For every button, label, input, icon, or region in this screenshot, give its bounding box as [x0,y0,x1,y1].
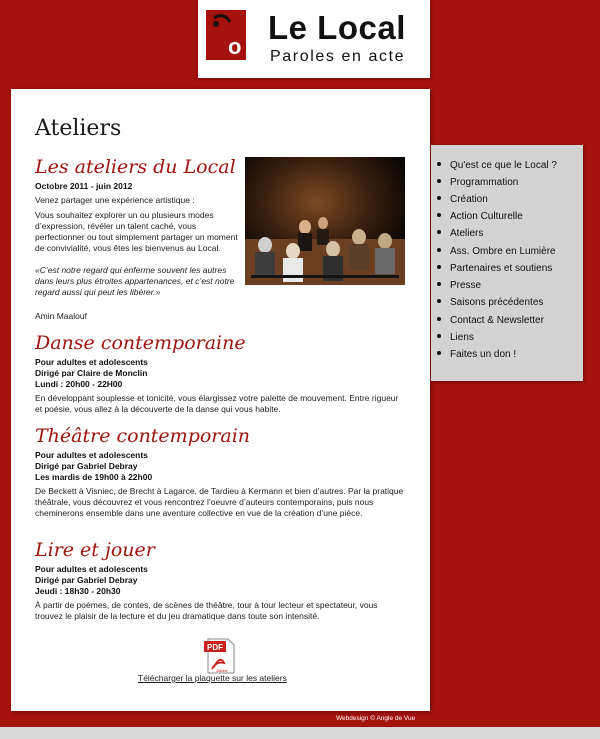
bottom-strip [0,727,600,739]
page-title: Ateliers [35,116,122,141]
danse-audience: Pour adultes et adolescents [35,357,148,367]
nav-item-liens[interactable] [437,331,474,345]
lire-description: À partir de poèmes, de contes, de scènes de théâtre, tour à tour lecteur et spectateur, vous trouvez le plaisir de la lecture et du jeu dramatique dans toute son intensité. [35,600,378,621]
bullet-icon [437,248,441,252]
nav-item-label: Action Culturelle [450,211,523,222]
nav-item-label: Faites un don ! [450,349,517,360]
nav-item-programmation[interactable] [437,176,518,190]
section-title-ateliers: Les ateliers du Local [35,156,236,178]
intro-lead: Venez partager une expérience artistique : [35,195,195,205]
nav-item-ombre-en-lumiere[interactable] [437,245,556,259]
nav-item-label: Ateliers [450,228,484,239]
bullet-icon [437,196,441,200]
nav-item-saisons-precedentes[interactable] [437,296,543,310]
bullet-icon [437,282,441,286]
nav-item-label: Saisons précédentes [450,297,544,308]
danse-description: En développant souplesse et tonicité, vous élargissez votre palette de mouvement. Entre rigueur et poésie, vous allez à la découverte de la danse qui vous habite. [35,393,399,414]
sidebar-nav [431,145,583,381]
section-dates: Octobre 2011 - juin 2012 [35,181,133,191]
footer-credits[interactable]: Webdesign © Angle de Vue [336,715,416,722]
nav-item-faites-un-don[interactable] [437,348,516,362]
section-title-theatre: Théâtre contemporain [35,425,251,447]
nav-item-presse[interactable] [437,279,481,293]
logo-tagline: Paroles en acte [270,48,406,65]
site-logo[interactable] [198,0,430,78]
logo-mark-letter: o [228,34,242,59]
nav-item-action-culturelle[interactable] [437,210,523,224]
workshop-photo [245,157,405,285]
logo-mark-icon [206,10,246,60]
lire-director: Dirigé par Gabriel Debray [35,575,138,585]
danse-director: Dirigé par Claire de Monclin [35,368,148,378]
bullet-icon [437,265,441,269]
pdf-icon[interactable] [202,637,238,675]
bullet-icon [437,230,441,234]
theatre-director: Dirigé par Gabriel Debray [35,461,138,471]
nav-item-label: Programmation [450,177,519,188]
nav-item-contact-newsletter[interactable] [437,314,544,328]
lire-audience: Pour adultes et adolescents [35,564,148,574]
nav-item-quest-ce-que[interactable] [437,159,557,173]
nav-item-ateliers[interactable] [437,227,483,241]
nav-item-creation[interactable] [437,193,488,207]
nav-item-label: Liens [450,332,474,343]
nav-item-label: Qu'est ce que le Local ? [450,160,557,171]
theatre-description: De Beckett à Visniec, de Brecht à Lagarce, de Tardieu à Kermann et bien d’autres. Par la pratique théâtrale, vous découvrez et vous rencontrez l’oeuvre d’auteurs contemporains, puis nous cheminerons ensemble dans une aventure collective en vue de la création d’une pièce. [35,486,404,518]
main-content [11,89,430,711]
pdf-icon-label: PDF [207,643,223,652]
nav-item-label: Contact & Newsletter [450,315,544,326]
nav-item-partenaires[interactable] [437,262,552,276]
bullet-icon [437,351,441,355]
download-brochure-link[interactable]: Télécharger la plaquette sur les ateliers [138,673,287,683]
bullet-icon [437,334,441,338]
bullet-icon [437,162,441,166]
theatre-schedule: Les mardis de 19h00 à 22h00 [35,472,153,482]
section-title-danse: Danse contemporaine [35,332,246,354]
lire-schedule: Jeudi : 18h30 - 20h30 [35,586,121,596]
nav-item-label: Ass. Ombre en Lumière [450,246,556,257]
bullet-icon [437,213,441,217]
section-title-lire: Lire et jouer [35,539,155,561]
danse-schedule: Lundi : 20h00 - 22H00 [35,379,123,389]
nav-item-label: Presse [450,280,482,291]
nav-item-label: Partenaires et soutiens [450,263,553,274]
quote-author: Amin Maalouf [35,311,87,321]
quote-text: «C’est notre regard qui enferme souvent les autres dans leurs plus étroites appartenances, et c’est notre regard aussi qui peut les libérer.» [35,265,235,297]
intro-paragraph: Vous souhaitez explorer un ou plusieurs modes d’expression, révéler un talent caché, vous perfectionner ou tout simplement partager un moment de convivialité, vous êtes les bienvenus au Local. [35,210,238,253]
workshop-photo-image [245,157,405,285]
logo-title: Le Local [268,9,406,46]
theatre-audience: Pour adultes et adolescents [35,450,148,460]
bullet-icon [437,317,441,321]
pdf-icon-sublabel: Adobe [216,668,228,673]
bullet-icon [437,179,441,183]
nav-item-label: Création [450,194,488,205]
bullet-icon [437,299,441,303]
